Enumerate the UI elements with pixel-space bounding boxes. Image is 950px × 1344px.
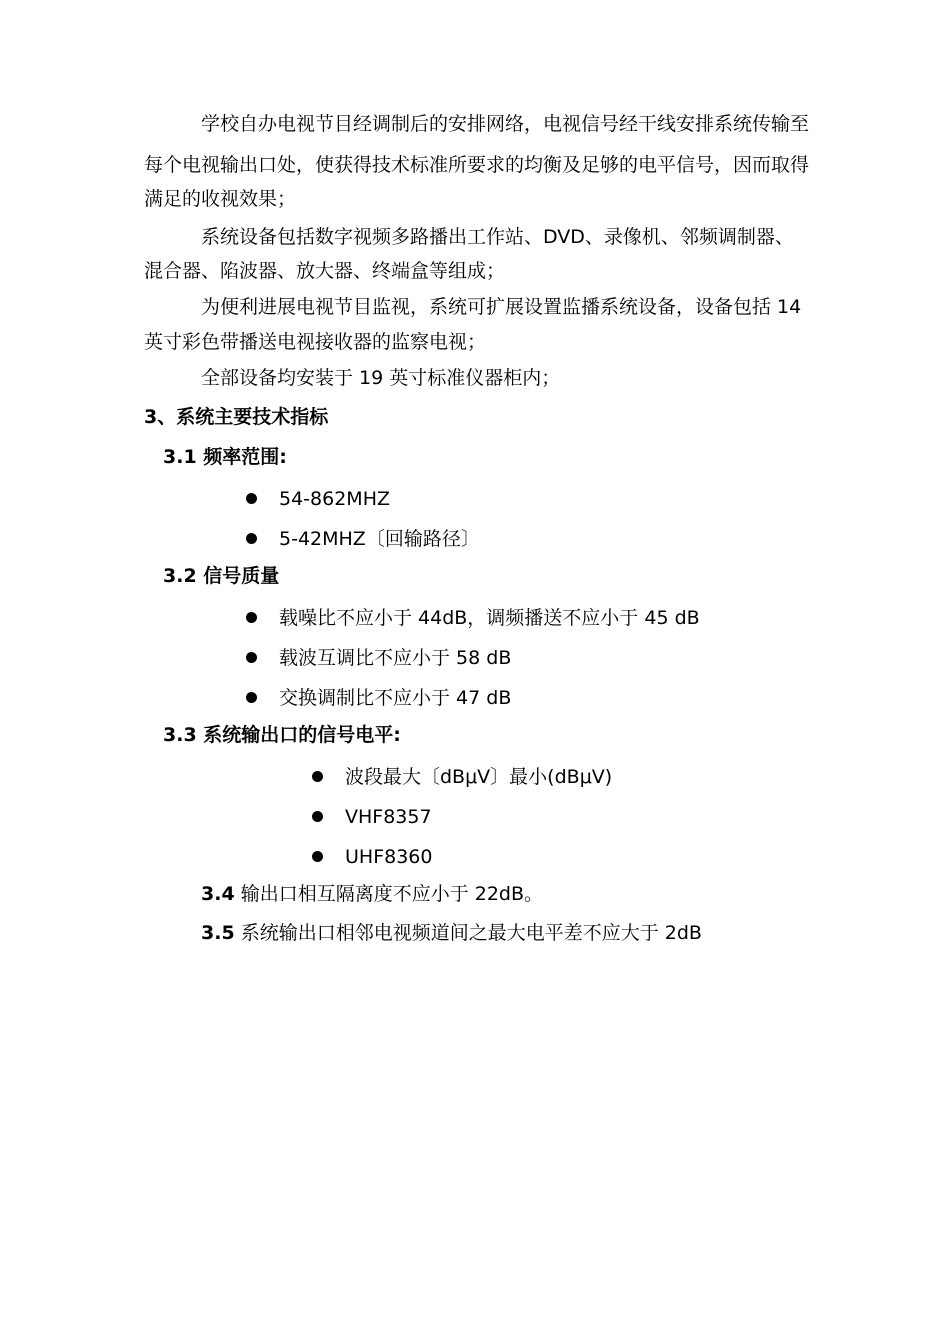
bullet-icon xyxy=(246,493,257,504)
bullet-icon xyxy=(246,612,257,623)
paragraph-3-line-2: 英寸彩色带播送电视接收器的监察电视； xyxy=(144,331,487,353)
section-3-5 xyxy=(201,921,702,945)
list-item-text: 54-862MHZ xyxy=(279,488,390,510)
paragraph-2-line-2: 混合器、陷波器、放大器、终端盒等组成； xyxy=(144,260,506,282)
paragraph-1-line-3: 满足的收视效果； xyxy=(144,188,297,210)
section-3-4-text: 输出口相互隔离度不应小于 22dB。 xyxy=(234,883,544,905)
list-item-text: 载噪比不应小于 44dB，调频播送不应小于 45 dB xyxy=(279,607,700,629)
paragraph-1-line-1: 学校自办电视节目经调制后的安排网络，电视信号经干线安排系统传输至 xyxy=(201,113,810,135)
bullet-icon xyxy=(246,533,257,544)
bullet-icon xyxy=(246,692,257,703)
section-3-4 xyxy=(201,882,543,906)
section-3-3-heading: 3.3 系统输出口的信号电平: xyxy=(163,724,401,746)
paragraph-4: 全部设备均安装于 19 英寸标准仪器柜内； xyxy=(201,367,561,389)
section-3-4-number: 3.4 xyxy=(201,883,235,905)
bullet-icon xyxy=(312,811,323,822)
list-item-text: 交换调制比不应小于 47 dB xyxy=(279,687,512,709)
bullet-icon xyxy=(312,771,323,782)
list-item-text: VHF8357 xyxy=(345,806,432,828)
paragraph-2-line-1: 系统设备包括数字视频多路播出工作站、DVD、录像机、邻频调制器、 xyxy=(201,226,794,248)
paragraph-1-line-2: 每个电视输出口处，使获得技术标准所要求的均衡及足够的电平信号，因而取得 xyxy=(144,154,810,176)
section-3-5-text: 系统输出口相邻电视频道间之最大电平差不应大于 2dB xyxy=(234,922,702,944)
section-3-2-heading: 3.2 信号质量 xyxy=(163,565,280,587)
section-3-5-number: 3.5 xyxy=(201,922,235,944)
list-item-text: UHF8360 xyxy=(345,846,433,868)
bullet-icon xyxy=(312,851,323,862)
list-item-text: 波段最大〔dBμV〕最小(dBμV) xyxy=(345,766,613,788)
paragraph-3-line-1: 为便利进展电视节目监视，系统可扩展设置监播系统设备，设备包括 14 xyxy=(201,296,802,318)
list-item-text: 5-42MHZ〔回输路径〕 xyxy=(279,528,480,550)
bullet-icon xyxy=(246,652,257,663)
section-3-heading: 3、系统主要技术指标 xyxy=(144,406,329,428)
list-item-text: 载波互调比不应小于 58 dB xyxy=(279,647,512,669)
section-3-1-heading: 3.1 频率范围: xyxy=(163,446,287,468)
